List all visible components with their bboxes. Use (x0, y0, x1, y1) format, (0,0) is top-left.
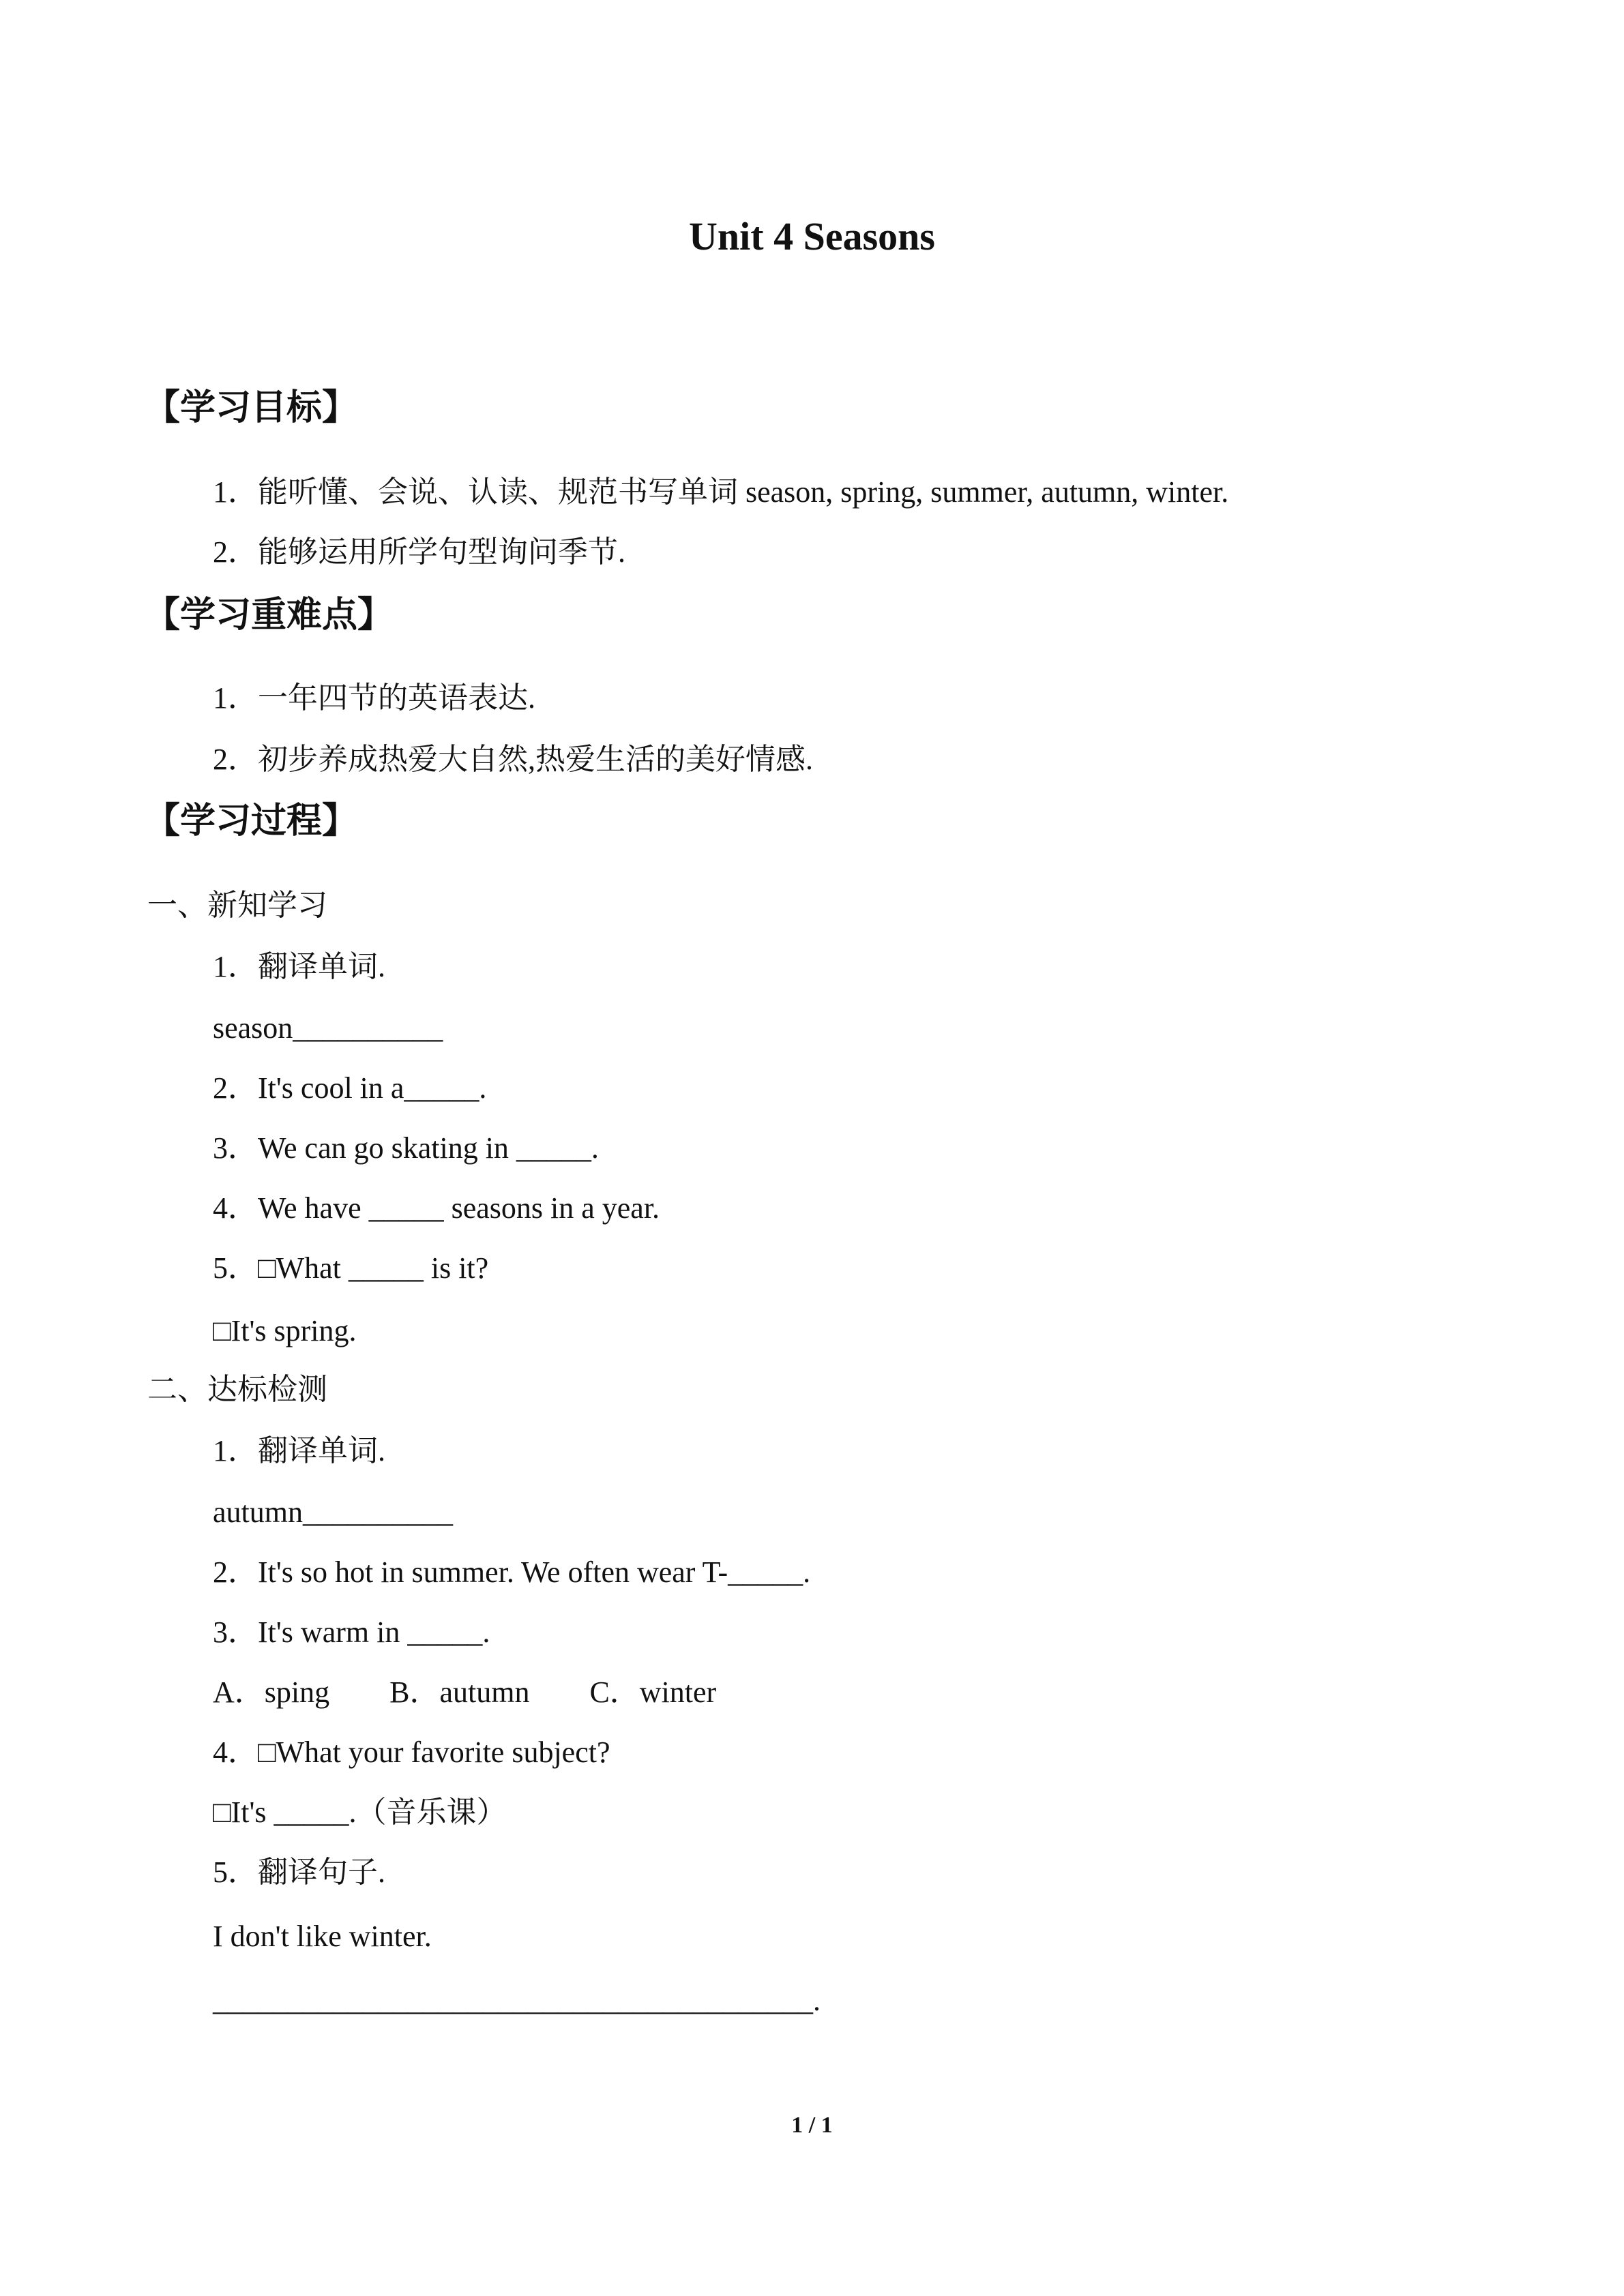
section-title-new-learning: 一、新知学习 (147, 889, 327, 922)
goal-item: 1．能听懂、会说、认读、规范书写单词 season, spring, summer, autumn, winter. (213, 475, 1229, 509)
exercise-line: 1．翻译单词. (213, 950, 385, 983)
heading-key-points: 【学习重难点】 (145, 595, 394, 636)
page-title: Unit 4 Seasons (689, 214, 935, 258)
exercise-line: 4．We have _____ seasons in a year. (213, 1191, 660, 1225)
key-point-item: 2．初步养成热爱大自然,热爱生活的美好情感. (213, 743, 813, 776)
exercise-line: 2．It's so hot in summer. We often wear T-_____. (213, 1555, 811, 1589)
heading-process: 【学习过程】 (145, 801, 358, 841)
exercise-line: 5．翻译句子. (213, 1855, 385, 1889)
page-number: 1 / 1 (791, 2113, 833, 2138)
exercise-line: □It's _____.（音乐课） (213, 1795, 507, 1829)
exercise-line: 4．□What your favorite subject? (213, 1735, 610, 1769)
exercise-line: 3．We can go skating in _____. (213, 1131, 599, 1165)
answer-options: A．sping B．autumn C．winter (213, 1675, 717, 1709)
exercise-line: 2．It's cool in a_____. (213, 1071, 487, 1105)
exercise-line: I don't like winter. (213, 1920, 432, 1953)
section-title-assessment: 二、达标检测 (147, 1373, 327, 1406)
exercise-line: 3．It's warm in _____. (213, 1615, 490, 1649)
goal-item: 2．能够运用所学句型询问季节. (213, 535, 625, 569)
exercise-line: □It's spring. (213, 1314, 357, 1347)
key-point-item: 1．一年四节的英语表达. (213, 681, 535, 715)
heading-goals: 【学习目标】 (145, 387, 358, 428)
exercise-line: 1．翻译单词. (213, 1434, 385, 1467)
exercise-line: autumn__________ (213, 1495, 453, 1529)
exercise-line: 5．□What _____ is it? (213, 1251, 489, 1285)
answer-blank-line: ________________________________________. (213, 1984, 821, 2017)
exercise-line: season__________ (213, 1011, 443, 1045)
